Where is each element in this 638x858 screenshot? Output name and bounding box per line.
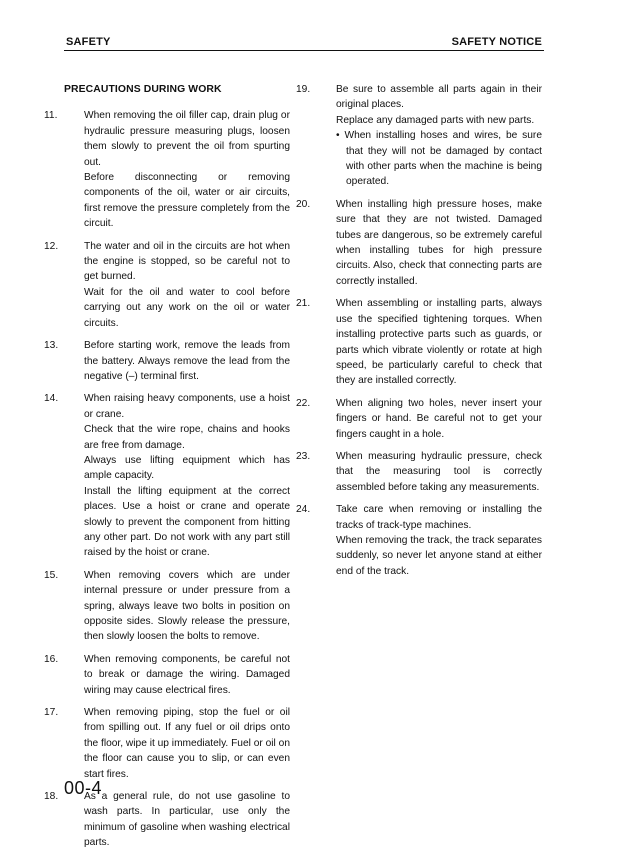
item-paragraph: Install the lifting equipment at the correct places. Use a hoist or crane and operate slowly to prevent the component from hitting any other part. Do not work with any part still raised by the hoist or crane. bbox=[84, 485, 290, 559]
list-item bbox=[296, 449, 542, 495]
item-text: When measuring hydraulic pressure, check that the measuring tool is correctly assembled before taking any measurements. bbox=[336, 450, 542, 493]
item-paragraph bbox=[296, 197, 542, 289]
item-paragraph: Always use lifting equipment which has ample capacity. bbox=[84, 454, 290, 482]
item-text: Before starting work, remove the leads from the battery. Always remove the lead from the negative (–) terminal first. bbox=[84, 340, 290, 382]
item-number: 13. bbox=[44, 340, 59, 352]
item-paragraph bbox=[44, 338, 290, 384]
item-text: When installing high pressure hoses, make sure that they are not twisted. Damaged tubes are dangerous, so be extremely careful when installing tubes for high pressure circuits. Also, check that connecting parts are correctly installed. bbox=[336, 198, 542, 287]
left-column bbox=[44, 82, 290, 858]
item-number: 14. bbox=[44, 393, 59, 405]
header-rule bbox=[64, 50, 544, 51]
item-paragraph bbox=[296, 396, 542, 442]
item-number: 22. bbox=[296, 397, 311, 409]
item-paragraph: Replace any damaged parts with new parts. bbox=[336, 114, 535, 126]
item-paragraph: Before disconnecting or removing components of the oil, water or air circuits, first remove the pressure completely from the circuit. bbox=[84, 172, 290, 230]
item-number: 20. bbox=[296, 198, 311, 210]
item-text: When aligning two holes, never insert your fingers or hand. Be careful not to get your fingers caught in a hole. bbox=[336, 397, 542, 440]
header-right: SAFETY NOTICE bbox=[451, 36, 542, 48]
section-title: PRECAUTIONS DURING WORK bbox=[64, 84, 222, 95]
item-text: Be sure to assemble all parts again in their original places. bbox=[336, 84, 542, 111]
item-number: 24. bbox=[296, 504, 311, 516]
item-number: 17. bbox=[44, 707, 59, 719]
item-paragraph bbox=[296, 82, 542, 113]
list-item bbox=[44, 108, 290, 231]
item-number: 23. bbox=[296, 450, 311, 462]
list-item bbox=[296, 82, 542, 190]
list-item bbox=[296, 396, 542, 442]
header-left: SAFETY bbox=[66, 36, 111, 48]
item-paragraph bbox=[44, 705, 290, 782]
item-number: 18. bbox=[44, 791, 59, 803]
item-text: When removing components, be careful not to break or damage the wiring. Damaged wiring may cause electrical fires. bbox=[84, 653, 290, 696]
item-number: 19. bbox=[296, 84, 311, 95]
item-paragraph bbox=[296, 502, 542, 533]
right-column bbox=[296, 82, 542, 586]
item-text: As a general rule, do not use gasoline to wash parts. In particular, use only the minimum of gasoline when washing electrical parts. bbox=[84, 791, 290, 849]
list-item bbox=[44, 338, 290, 384]
item-paragraph bbox=[44, 652, 290, 698]
list-item bbox=[44, 391, 290, 560]
item-number: 12. bbox=[44, 240, 59, 252]
item-paragraph bbox=[44, 391, 290, 422]
item-text: The water and oil in the circuits are hot when the engine is stopped, so be careful not to get burned. bbox=[84, 240, 290, 283]
item-paragraph: Check that the wire rope, chains and hooks are free from damage. bbox=[84, 424, 290, 451]
list-item bbox=[44, 705, 290, 782]
list-item bbox=[44, 568, 290, 645]
item-text: Take care when removing or installing the tracks of track-type machines. bbox=[336, 504, 542, 531]
list-item bbox=[296, 197, 542, 289]
item-text: When removing piping, stop the fuel or oil from spilling out. If any fuel or oil drips onto the floor, wipe it up immediately. Fuel or oil on the floor can cause you to slip, or can even start fires. bbox=[84, 707, 290, 780]
item-text: When assembling or installing parts, always use the specified tightening torques. When installing protective parts such as guards, or parts which vibrate violently or rotate at high speed, be particularly careful to check that they are installed correctly. bbox=[336, 298, 542, 387]
page-header bbox=[64, 34, 544, 50]
item-paragraph bbox=[296, 449, 542, 495]
item-paragraph bbox=[44, 108, 290, 170]
item-number: 15. bbox=[44, 569, 59, 581]
item-paragraph bbox=[44, 239, 290, 285]
item-paragraph: Wait for the oil and water to cool before carrying out any work on the oil or water circuits. bbox=[84, 286, 290, 329]
item-text: When raising heavy components, use a hoist or crane. bbox=[84, 393, 290, 420]
list-item bbox=[296, 296, 542, 388]
item-number: 21. bbox=[296, 298, 311, 310]
item-number: 16. bbox=[44, 653, 59, 665]
list-item bbox=[44, 239, 290, 331]
list-item bbox=[296, 502, 542, 579]
item-paragraph bbox=[44, 568, 290, 645]
item-text: When removing the oil filler cap, drain plug or hydraulic pressure measuring plugs, loosen them slowly to prevent the oil from spurting out. bbox=[84, 110, 290, 168]
page-number: 00-4 bbox=[64, 778, 103, 798]
list-item bbox=[44, 652, 290, 698]
item-paragraph bbox=[296, 296, 542, 388]
item-number: 11. bbox=[44, 110, 58, 122]
item-bullet: • When installing hoses and wires, be sure that they will not be damaged by contact with other parts when the machine is being operated. bbox=[336, 130, 542, 188]
item-text: When removing covers which are under internal pressure or under pressure from a spring, always leave two bolts in position on opposite sides. Slowly release the pressure, then slowly loosen the bolts to remove. bbox=[84, 569, 290, 643]
item-paragraph: When removing the track, the track separates suddenly, so never let anyone stand at either end of the track. bbox=[336, 534, 542, 577]
